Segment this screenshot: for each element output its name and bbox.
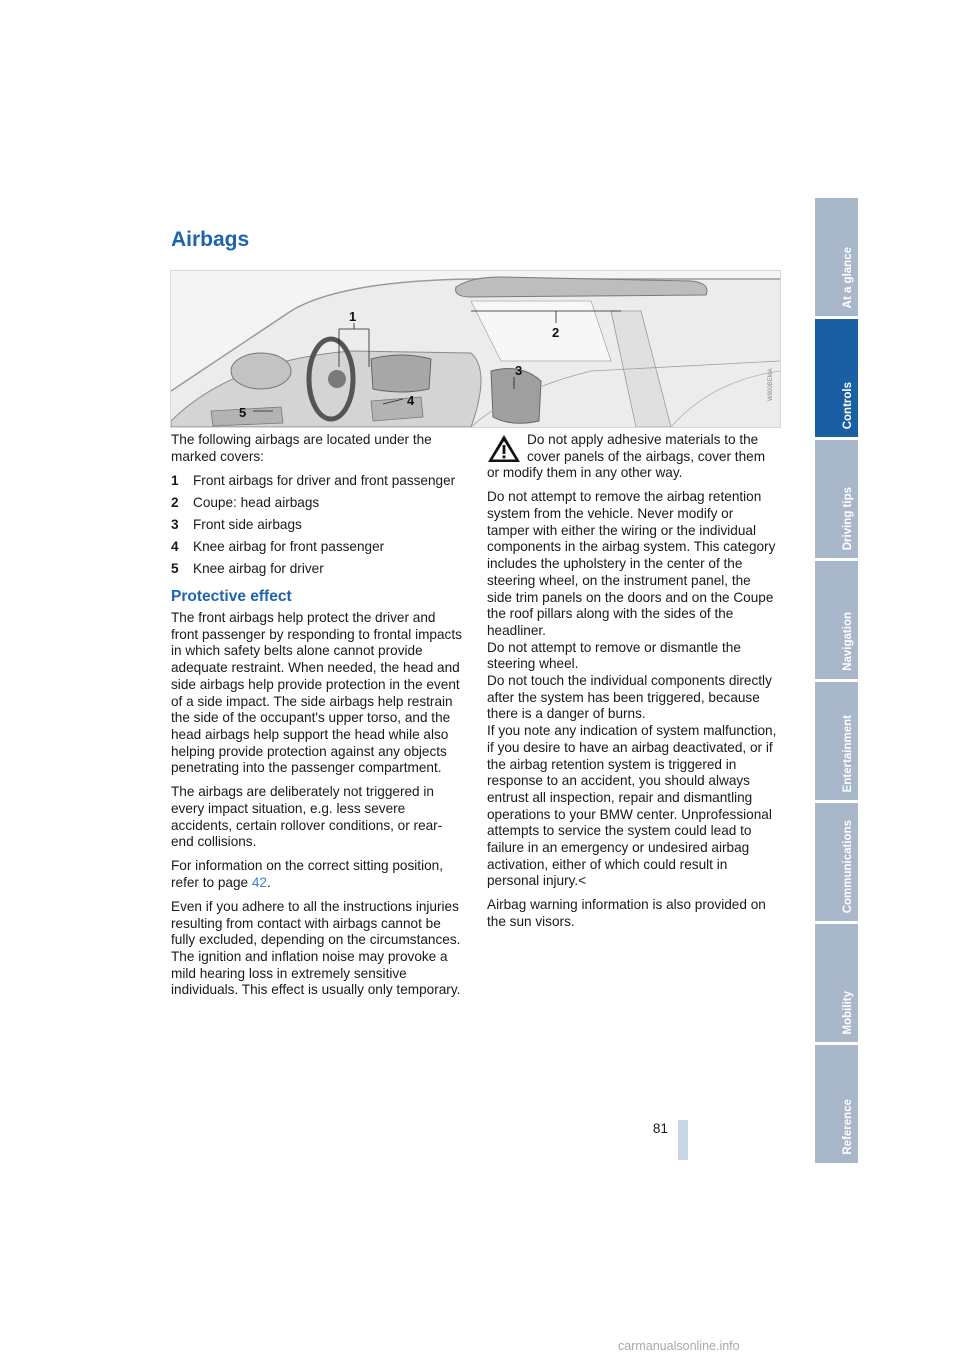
paragraph: Even if you adhere to all the instructions injuries resulting from contact with airbags cannot be fully excluded, depending on the circumstances. The ignition and inflation noise may provoke a mild hearing loss in extremely sensitive individuals. This effect is usually only temporary. [171,898,461,998]
list-number: 1 [171,472,179,488]
nav-tab-label: Navigation [842,612,854,671]
nav-tab-label: Driving tips [842,486,854,550]
callout-4: 4 [407,393,415,408]
watermark: carmanualsonline.info [618,1339,740,1353]
warning-text: Do not attempt to remove the airbag retention system from the vehicle. Never modify or tamper with either the wiring or the individual components in the airbag system. This category includes the upholstery in the center of the steering wheel, on the instrument panel, the side trim panels on the doors and on the Coupe the roof pillars along with the sides of the headliner. [487,489,776,638]
warning-text: Do not touch the individual components directly after the system has been triggered, because there is a danger of burns. [487,673,772,722]
section-heading-protective-effect: Protective effect [171,588,292,606]
nav-tab-label: Entertainment [842,714,854,792]
list-text: Front side airbags [193,516,302,532]
nav-tab-label: Reference [842,1099,854,1155]
warning-text: Do not apply adhesive materials to the cover panels of the airbags, cover them or modify them in any other way. [487,432,766,481]
callout-2: 2 [552,325,560,340]
airbag-locations-figure [170,270,781,428]
callout-3: 3 [515,363,523,378]
list-text: Knee airbag for front passenger [193,538,385,554]
paragraph: Airbag warning information is also provided on the sun visors. [487,897,766,930]
nav-tab-at-a-glance[interactable] [815,198,858,316]
paragraph-text: For information on the correct sitting position, refer to page [171,858,444,890]
nav-tab-label: At a glance [842,246,854,308]
nav-tab-mobility[interactable] [815,924,858,1042]
nav-tab-entertainment[interactable] [815,682,858,800]
callout-5: 5 [239,405,247,420]
list-item [171,517,463,534]
list-item [171,539,463,556]
list-item [171,473,463,490]
car-interior-illustration [171,271,780,427]
nav-tab-controls[interactable] [815,319,858,437]
page-number-bar [678,1120,688,1160]
list-text: Knee airbag for driver [193,560,324,576]
nav-tab-navigation[interactable] [815,561,858,679]
nav-tab-label: Communications [842,819,854,913]
chapter-nav [815,198,858,1166]
list-item [171,495,463,512]
paragraph-page-reference [171,858,463,891]
page-number: 81 [652,1121,668,1136]
nav-tab-driving-tips[interactable] [815,440,858,558]
list-number: 5 [171,560,179,576]
intro-text: The following airbags are located under the marked covers: [171,432,432,464]
warning-block [487,432,779,890]
nav-tab-communications[interactable] [815,803,858,921]
left-column [171,432,463,1006]
list-number: 4 [171,538,179,554]
list-number: 2 [171,494,179,510]
list-item [171,561,463,578]
warning-text: If you note any indication of system malfunction, if you desire to have an airbag deactivated, or if the airbag retention system is triggered in response to an accident, you should always entrust all inspection, repair and dismantling operations to your BMW center. Unprofessional attempts to service the system could lead to failure in an emergency or undesired airbag activation, either of which could result in personal injury.< [487,723,777,889]
paragraph: The airbags are deliberately not triggered in every impact situation, e.g. less severe accidents, certain rollover conditions, or rear-end collisions. [171,784,443,850]
nav-tab-label: Controls [842,381,854,429]
callout-1: 1 [349,309,357,324]
nav-tab-label: Mobility [842,990,854,1034]
page-link-42[interactable]: 42 [251,874,267,890]
nav-tab-reference[interactable] [815,1045,858,1163]
list-number: 3 [171,516,179,532]
page-title: Airbags [171,228,250,251]
paragraph: The front airbags help protect the driver and front passenger by responding to frontal impacts in which safety belts alone cannot provide adequate restraint. When needed, the head and side airbags help provide protection in the event of a side impact. The side airbags help restrain the side of the occupant's upper torso, and the head airbags help support the head while also helping provide protection against any objects penetrating into the passenger compartment. [171,610,462,776]
warning-text: Do not attempt to remove or dismantle the steering wheel. [487,639,741,672]
figure-code: W800BEMA [768,368,774,401]
right-column [487,432,779,938]
list-text: Front airbags for driver and front passenger [193,472,456,488]
paragraph-text: . [266,874,271,890]
warning-triangle-icon [487,433,521,463]
list-text: Coupe: head airbags [193,494,320,510]
